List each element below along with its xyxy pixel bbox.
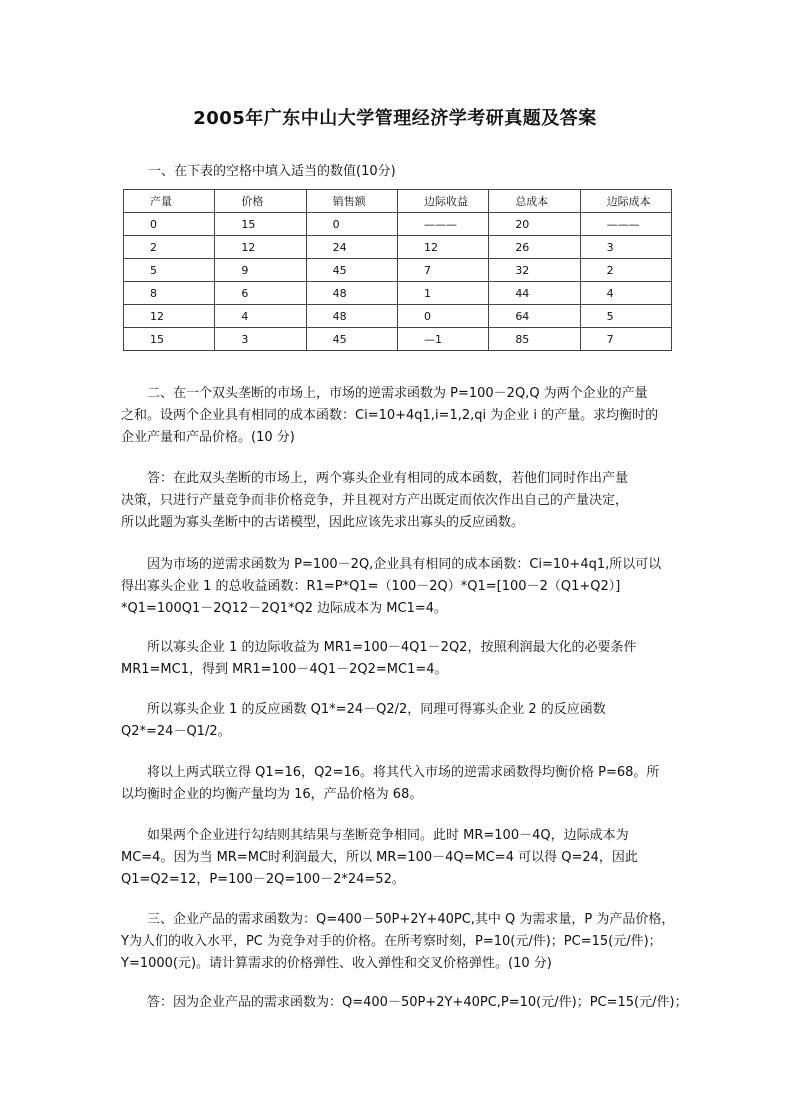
table-header-cell: 销售额 (306, 190, 397, 213)
table-cell: ——— (580, 213, 671, 236)
table-cell: 7 (397, 259, 488, 282)
equilibrium-paragraph (121, 762, 681, 806)
text-line: 得出寡头企业 1 的总收益函数：R1=P*Q1=（100－2Q）*Q1=[100－2（Q1+Q2）] (121, 579, 621, 594)
table-cell: 9 (215, 259, 306, 282)
table-cell: 12 (397, 236, 488, 259)
table-header-cell: 产量 (124, 190, 215, 213)
table-cell: 6 (215, 282, 306, 305)
table-cell: 26 (489, 236, 580, 259)
table-header-cell: 边际收益 (397, 190, 488, 213)
text-line: MR1=MC1，得到 MR1=100－4Q1－2Q2=MC1=4。 (121, 662, 448, 677)
table-cell: 85 (489, 328, 580, 351)
table-cell: 44 (489, 282, 580, 305)
table-cell: 4 (215, 305, 306, 328)
table-header-cell: 总成本 (489, 190, 580, 213)
table-cell: 20 (489, 213, 580, 236)
table-cell: 3 (580, 236, 671, 259)
table-cell: 3 (215, 328, 306, 351)
table-row (124, 259, 672, 282)
table-cell: 12 (215, 236, 306, 259)
text-line: 答：在此双头垄断的市场上，两个寡头企业有相同的成本函数，若他们同时作出产量 (147, 471, 629, 486)
text-line: 因为市场的逆需求函数为 P=100－2Q,企业具有相同的成本函数：Ci=10+4q1,所以可以 (147, 557, 662, 572)
table-cell: 1 (397, 282, 488, 305)
text-line: 所以寡头企业 1 的边际收益为 MR1=100－4Q1－2Q2，按照利润最大化的必要条件 (147, 640, 637, 655)
table-cell: 45 (306, 259, 397, 282)
table-cell: 7 (580, 328, 671, 351)
table-row (124, 328, 672, 351)
table-cell: 0 (306, 213, 397, 236)
table-header-cell: 价格 (215, 190, 306, 213)
question-1-text: 一、在下表的空格中填入适当的数值(10分) (148, 164, 396, 179)
text-line: 答：因为企业产品的需求函数为：Q=400－50P+2Y+40PC,P=10(元/件)；PC=15(元/件)； (147, 995, 688, 1010)
table-cell: 45 (306, 328, 397, 351)
table-cell: —1 (397, 328, 488, 351)
table-row (124, 305, 672, 328)
table-cell: 48 (306, 305, 397, 328)
table-row (124, 213, 672, 236)
text-line: 以均衡时企业的均衡产量均为 16，产品价格为 68。 (121, 787, 423, 802)
text-line: Y为人们的收入水平，PC 为竞争对手的价格。在所考察时刻，P=10(元/件)；PC=15(元/件)； (121, 934, 662, 949)
table-cell: 15 (215, 213, 306, 236)
table-cell: 5 (580, 305, 671, 328)
table-cell: 0 (124, 213, 215, 236)
text-line: 将以上两式联立得 Q1=16，Q2=16。将其代入市场的逆需求函数得均衡价格 P=68。所 (147, 765, 660, 780)
text-line: 企业产量和产品价格。(10 分) (121, 430, 295, 445)
table-cell: 64 (489, 305, 580, 328)
table-header-row (124, 190, 672, 213)
table-cell: 12 (124, 305, 215, 328)
table-cell: 32 (489, 259, 580, 282)
answer-3-paragraph (121, 992, 688, 1014)
text-line: 如果两个企业进行勾结则其结果与垄断竞争相同。此时 MR=100－4Q，边际成本为 (147, 828, 629, 843)
table-row (124, 236, 672, 259)
marginal-revenue-paragraph (121, 637, 681, 681)
text-line: Y=1000(元)。请计算需求的价格弹性、收入弹性和交叉价格弹性。(10 分) (121, 956, 552, 971)
table-cell: 5 (124, 259, 215, 282)
text-line: 决策，只进行产量竞争而非价格竞争，并且视对方产出既定而依次作出自己的产量决定， (121, 493, 629, 508)
reaction-function-paragraph (121, 699, 681, 743)
table-cell: 24 (306, 236, 397, 259)
table-header-cell: 边际成本 (580, 190, 671, 213)
table-cell: 4 (580, 282, 671, 305)
text-line: 二、在一个双头垄断的市场上，市场的逆需求函数为 P=100－2Q,Q 为两个企业的产量 (147, 386, 648, 401)
table-cell: ——— (397, 213, 488, 236)
document-title: 2005年广东中山大学管理经济学考研真题及答案 (193, 108, 597, 129)
question-2-paragraph (121, 383, 681, 449)
text-line: 所以寡头企业 1 的反应函数 Q1*=24－Q2/2，同理可得寡头企业 2 的反应函数 (147, 702, 606, 717)
text-line: Q1=Q2=12，P=100－2Q=100－2*24=52。 (121, 872, 405, 887)
table-cell: 8 (124, 282, 215, 305)
answer-2-intro-paragraph (121, 468, 681, 534)
table-cell: 2 (124, 236, 215, 259)
revenue-function-paragraph (121, 554, 681, 620)
text-line: *Q1=100Q1－2Q12－2Q1*Q2 边际成本为 MC1=4。 (121, 601, 448, 616)
text-line: 所以此题为寡头垄断中的古诺模型，因此应该先求出寡头的反应函数。 (121, 515, 525, 530)
table-cell: 2 (580, 259, 671, 282)
table-cell: 0 (397, 305, 488, 328)
table-cell: 15 (124, 328, 215, 351)
text-line: Q2*=24－Q1/2。 (121, 724, 231, 739)
table-cell: 48 (306, 282, 397, 305)
text-line: 之和。设两个企业具有相同的成本函数：Ci=10+4q1,i=1,2,qi 为企业 i 的产量。求均衡时的 (121, 408, 659, 423)
text-line: 三、企业产品的需求函数为：Q=400－50P+2Y+40PC,其中 Q 为需求量，P 为产品价格， (147, 912, 675, 927)
collusion-paragraph (121, 825, 681, 891)
data-table (123, 189, 672, 351)
question-3-paragraph (121, 909, 681, 975)
table-row (124, 282, 672, 305)
text-line: MC=4。因为当 MR=MC时利润最大，所以 MR=100－4Q=MC=4 可以得 Q=24，因此 (121, 850, 638, 865)
